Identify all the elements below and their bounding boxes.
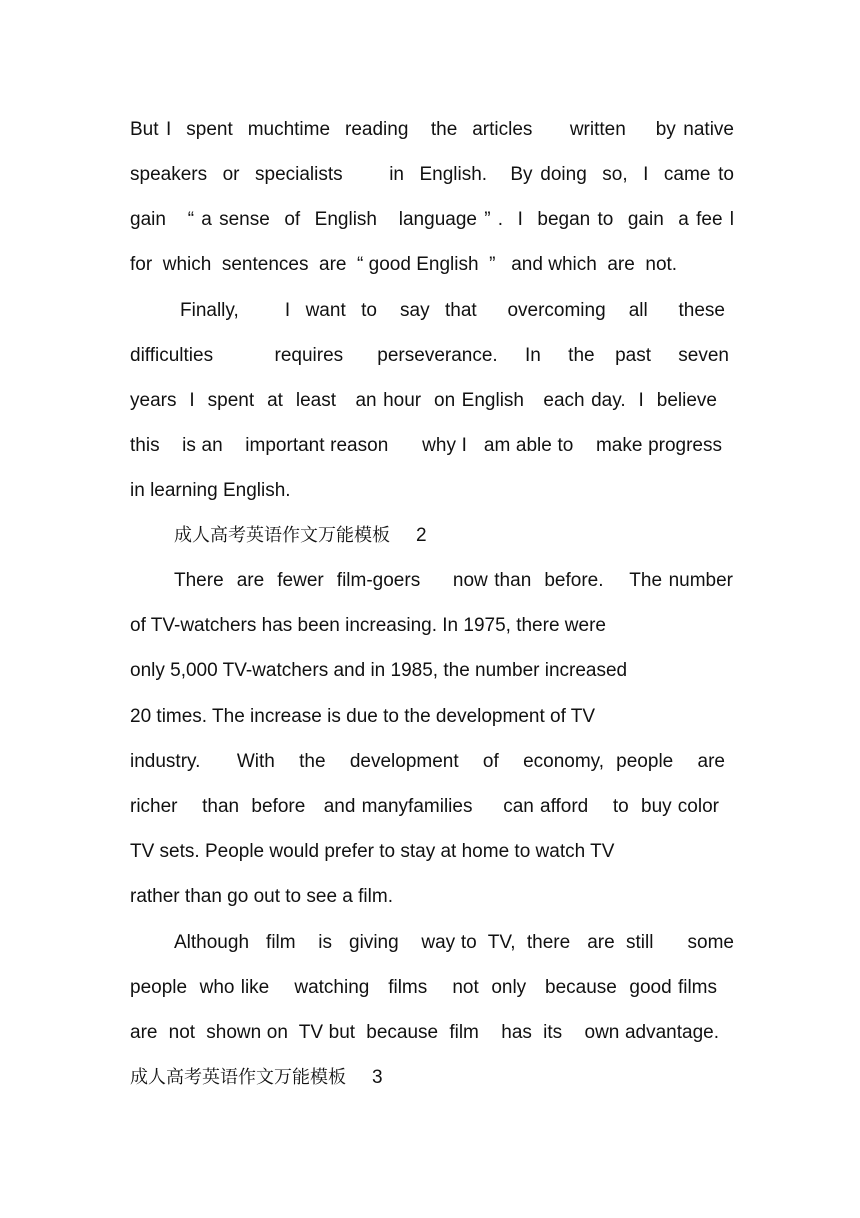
section-heading-3-number: 3 (372, 1067, 383, 1088)
paragraph-3-line-2: of TV-watchers has been increasing. In 1975, there were (130, 615, 606, 636)
paragraph-1-line-2: speakers or specialists in English. By doing so, I came to (130, 164, 734, 185)
paragraph-4-line-2: people who like watching films not only because good films (130, 977, 717, 998)
paragraph-4-line-3: are not shown on TV but because film has its own advantage. (130, 1022, 719, 1043)
paragraph-3-line-5: industry. With the development of economy, people are (130, 751, 725, 772)
paragraph-3-line-6: richer than before and manyfamilies can afford to buy color (130, 796, 719, 817)
paragraph-3-line-1: There are fewer film-goers now than before. The number (174, 570, 733, 591)
section-heading-3-text: 成人高考英语作文万能模板 (130, 1067, 346, 1088)
paragraph-3-line-4: 20 times. The increase is due to the development of TV (130, 706, 596, 727)
paragraph-3-line-3: only 5,000 TV-watchers and in 1985, the number increased (130, 660, 628, 681)
section-heading-2-text: 成人高考英语作文万能模板 (174, 525, 390, 546)
section-heading-2 (174, 521, 427, 551)
section-heading-2-number: 2 (416, 525, 427, 546)
paragraph-1-line-3: gain “ a sense of English language ” . I began to gain a fee l (130, 209, 734, 230)
paragraph-2-line-1: Finally, I want to say that overcoming all these (180, 300, 725, 321)
paragraph-4-line-1: Although film is giving way to TV, there are still some (174, 932, 734, 953)
paragraph-3-line-7: TV sets. People would prefer to stay at home to watch TV (130, 841, 615, 862)
paragraph-2-line-4: this is an important reason why I am able to make progress (130, 435, 722, 456)
paragraph-2-line-3: years I spent at least an hour on English each day. I believe (130, 390, 717, 411)
paragraph-1-line-4: for which sentences are “ good English ” and which are not. (130, 254, 678, 275)
paragraph-2-line-2: difficulties requires perseverance. In the past seven (130, 345, 729, 366)
paragraph-3-line-8: rather than go out to see a film. (130, 886, 393, 907)
section-heading-3 (130, 1063, 383, 1093)
paragraph-2-line-5: in learning English. (130, 480, 291, 501)
paragraph-1-line-1: But I spent muchtime reading the articles written by native (130, 119, 734, 140)
